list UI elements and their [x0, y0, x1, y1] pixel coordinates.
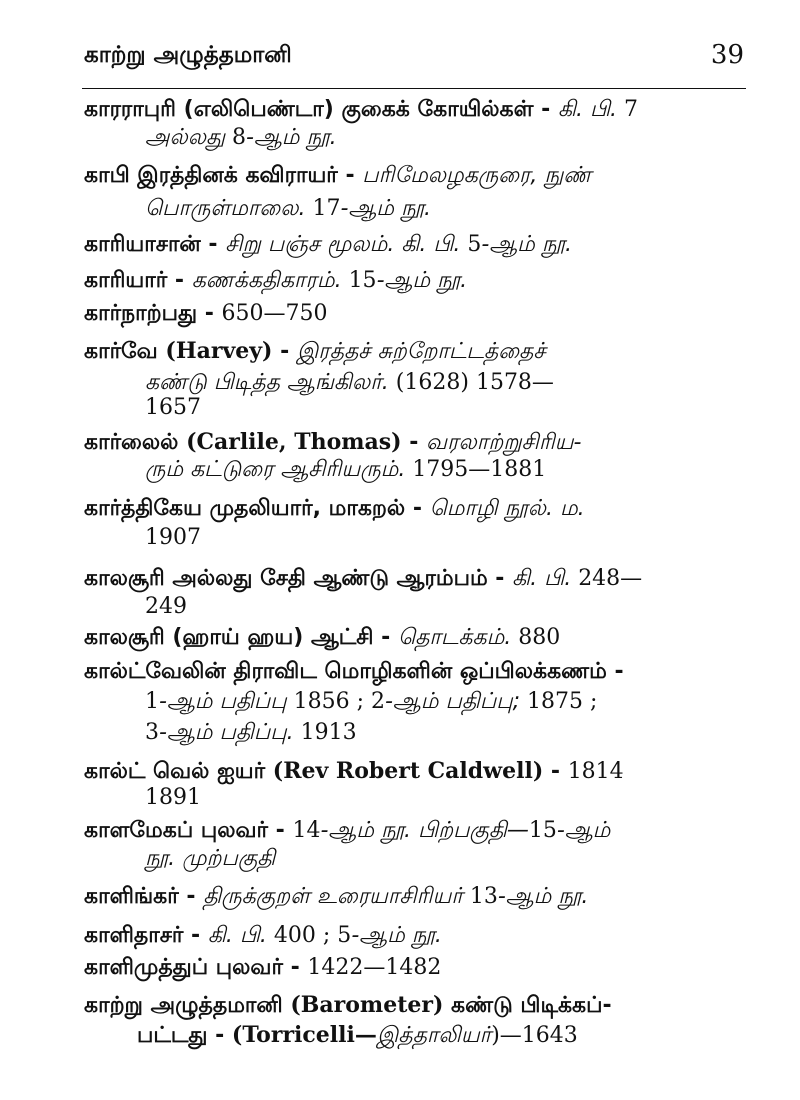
entry-text: காரியார் -: [84, 268, 192, 293]
entry-continuation: [145, 787, 201, 809]
entry-headline: [84, 925, 442, 947]
entry-headline: [84, 234, 572, 256]
entry-headline: [84, 568, 642, 590]
entry-text: கண்டு பிடித்த ஆங்கிலர்.: [145, 370, 396, 395]
entry-headline: [84, 270, 467, 292]
entry-text: (Barometer): [290, 992, 444, 1018]
entry-text: கி. பி.: [512, 566, 579, 591]
entry-text: 8: [232, 125, 247, 150]
entry-text: 1814: [567, 759, 624, 784]
entry-text: -: [272, 339, 297, 364]
entry-text: காளிங்கர் -: [84, 884, 204, 909]
entry-text: 1875 ;: [527, 689, 598, 714]
entry-text: 1657: [145, 395, 201, 420]
entry-text: காபி இரத்தினக் கவிராயர் -: [84, 163, 363, 188]
entry-text: 14: [292, 818, 321, 843]
entry-text: மொழி நூல். ம.: [429, 496, 585, 521]
entry-continuation: [145, 459, 546, 481]
entry-text: 248—: [578, 566, 643, 591]
entry-text: பொருள்மாலை.: [145, 196, 313, 221]
entry-text: 7: [624, 97, 639, 122]
entry-text: 1856 ; 2: [293, 689, 385, 714]
entry-continuation: [137, 1024, 578, 1047]
entry-text: கி. பி.: [557, 97, 625, 122]
entry-text: கார்வே: [84, 339, 166, 364]
entry-text: (Rev Robert Caldwell): [272, 758, 544, 784]
entry-headline: [84, 627, 560, 649]
entry-text: கண்டு பிடிக்கப்-: [443, 993, 612, 1018]
entry-text: காளிதாசர் -: [84, 923, 208, 948]
entry-text: -ஆம் நூ.: [376, 268, 468, 293]
entry-text: காரராபுரி (எலிபெண்டா) குகைக் கோயில்கள் -: [84, 97, 558, 122]
entry-text: -ஆம்: [556, 818, 611, 843]
entry-text: -ஆம் நூ.: [351, 923, 442, 948]
entry-text: திருக்குறள் உரையாசிரியர்: [203, 884, 470, 909]
entry-text: -: [401, 430, 427, 455]
entry-text: காளமேகப் புலவர் -: [84, 818, 293, 843]
page-number: 39: [710, 40, 744, 70]
entry-headline: [84, 498, 585, 520]
entry-continuation: [145, 397, 201, 419]
entry-continuation: [145, 691, 597, 713]
entry-text: காலசூரி அல்லது சேதி ஆண்டு ஆரம்பம் -: [84, 566, 513, 591]
entry-text: நூ. முற்பகுதி: [145, 846, 276, 871]
entry-text: அல்லது: [145, 125, 233, 150]
entry-headline: [84, 760, 624, 783]
entry-headline: [84, 957, 441, 979]
entry-text: -ஆம் நூ.: [497, 884, 589, 909]
entry-text: பரிமேலழகருரை, நுண்: [362, 163, 592, 188]
entry-text: 1422—1482: [307, 955, 442, 980]
entry-text: -ஆம் பதிப்பு;: [384, 689, 527, 714]
entry-text: 650—750: [221, 301, 328, 326]
entry-continuation: [145, 596, 187, 618]
entry-text: தொடக்கம்.: [397, 625, 519, 650]
entry-text: 17: [312, 196, 341, 221]
entry-text: 15: [528, 818, 557, 843]
entry-text: வரலாற்றுசிரிய-: [426, 430, 582, 455]
entry-headline: [84, 165, 591, 187]
entry-headline: [84, 994, 612, 1017]
entry-headline: [84, 431, 581, 454]
entry-headline: [84, 303, 328, 325]
entry-text: 1891: [145, 785, 201, 810]
entry-text: -ஆம் நூ. பிற்பகுதி—: [320, 818, 529, 843]
entry-text: பட்டது -: [137, 1023, 232, 1048]
entry-text: காளிமுத்துப் புலவர் -: [84, 955, 308, 980]
entry-text: -ஆம் நூ.: [481, 232, 572, 257]
entry-text: -ஆம் நூ.: [340, 196, 432, 221]
entry-headline: [84, 661, 624, 683]
entry-headline: [84, 99, 638, 121]
entry-continuation: [145, 127, 337, 149]
entry-text: கால்ட்வேலின் திராவிட மொழிகளின் ஒப்பிலக்கணம் -: [84, 659, 624, 684]
entry-continuation: [145, 848, 275, 870]
entry-text: கணக்கதிகாரம்.: [191, 268, 349, 293]
entry-text: (Harvey): [165, 338, 273, 364]
entry-text: )—1643: [491, 1023, 578, 1048]
entry-text: -ஆம் நூ.: [246, 125, 337, 150]
entry-text: கால்ட் வெல் ஐயர்: [84, 759, 273, 784]
entry-text: -ஆம் பதிப்பு: [159, 689, 294, 714]
running-head: காற்று அழுத்தமானி: [84, 42, 292, 68]
entry-text: கார்த்திகேய முதலியார், மாகறல் -: [84, 496, 430, 521]
entry-headline: [84, 820, 610, 842]
entry-text: 13: [469, 884, 498, 909]
entry-text: 15: [348, 268, 377, 293]
entry-headline: [84, 340, 546, 363]
entry-text: 3: [145, 720, 159, 745]
entry-text: 1907: [145, 525, 201, 550]
entry-continuation: [145, 372, 554, 394]
entry-text: (1628) 1578—: [395, 370, 554, 395]
entry-text: கார்லைல்: [84, 430, 187, 455]
entry-text: 880: [518, 625, 561, 650]
entry-text: சிறு பஞ்ச மூலம். கி. பி.: [225, 232, 468, 257]
entry-continuation: [145, 198, 431, 220]
entry-text: -ஆம் பதிப்பு.: [159, 720, 301, 745]
entry-text: 249: [145, 594, 187, 619]
entry-text: கார்நாற்பது -: [84, 301, 222, 326]
entry-text: கி. பி.: [207, 923, 274, 948]
entry-text: ரும் கட்டுரை ஆசிரியரும்.: [145, 457, 413, 482]
entry-text: (Torricelli—: [231, 1022, 377, 1048]
entry-text: 1795—1881: [412, 457, 547, 482]
entry-continuation: [145, 722, 357, 744]
entry-text: காற்று அழுத்தமானி: [84, 993, 291, 1018]
entry-text: 400 ; 5: [273, 923, 352, 948]
entry-text: இரத்தச் சுற்றோட்டத்தைச்: [296, 339, 546, 364]
entry-text: காலசூரி (ஹாய் ஹய) ஆட்சி -: [84, 625, 398, 650]
entry-headline: [84, 886, 588, 908]
entry-text: (Carlile, Thomas): [186, 429, 402, 455]
entry-text: 5: [467, 232, 482, 257]
entry-text: காரியாசான் -: [84, 232, 226, 257]
entry-continuation: [145, 527, 201, 549]
entry-text: 1: [145, 689, 159, 714]
entry-text: இத்தாலியர்: [376, 1023, 492, 1048]
entry-text: 1913: [300, 720, 357, 745]
entry-text: -: [543, 759, 568, 784]
